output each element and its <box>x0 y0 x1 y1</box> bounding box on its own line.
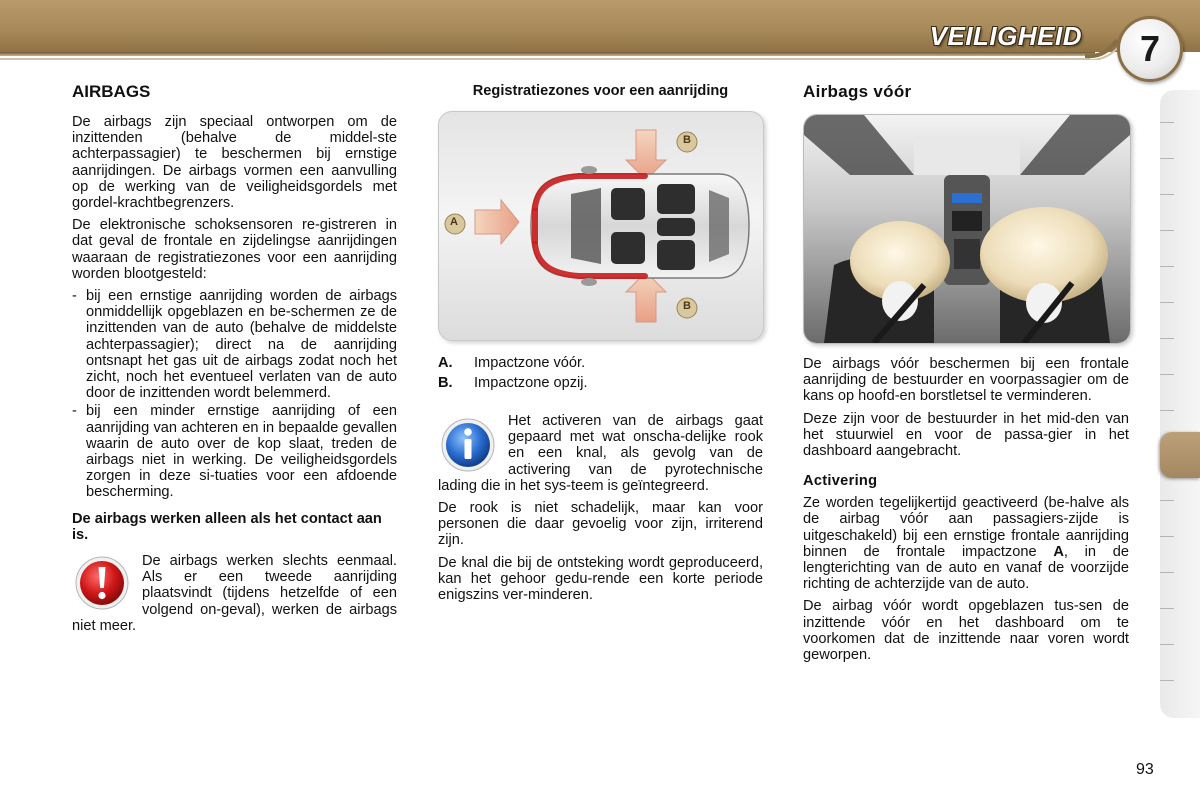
info-block <box>438 413 763 494</box>
activation-paragraph <box>803 495 1129 592</box>
chapter-tab-divider <box>1160 338 1174 339</box>
zone-label-b-bottom: B <box>683 300 691 312</box>
impact-list <box>72 288 397 501</box>
inflation-paragraph: De airbag vóór wordt opgeblazen tus-sen de inzittende vóór en het dashboard om te voorkomen dat de inzittende naar voren wordt geworpen. <box>803 598 1129 664</box>
figure-legend <box>438 353 763 393</box>
figure-title: Registratiezones voor een aanrijding <box>472 83 729 99</box>
legend-text: Impactzone vóór. <box>474 355 586 371</box>
location-paragraph: Deze zijn voor de bestuurder in het mid-den van het stuurwiel en voor de passa-gier in het dashboard aangebracht. <box>803 410 1129 460</box>
header-rule-thin <box>0 58 1090 60</box>
zone-label-b-top: B <box>683 134 691 146</box>
legend-text: Impactzone opzij. <box>474 375 588 391</box>
impact-zones-diagram <box>438 111 764 341</box>
zone-a-reference: A <box>1053 543 1064 560</box>
warning-block <box>72 553 397 634</box>
chapter-tab-active[interactable] <box>1160 432 1200 478</box>
smoke-paragraph: De rook is niet schadelijk, maar kan voor personen die daar gevoelig voor zijn, irriterend zijn. <box>438 500 763 549</box>
chapter-tab-divider <box>1160 500 1174 501</box>
front-airbags-heading: Airbags vóór <box>803 82 912 101</box>
zone-label-a: A <box>450 216 458 228</box>
info-icon <box>440 417 496 473</box>
list-item: - bij een minder ernstige aanrijding of een aanrijding van achteren en in bepaalde gevallen waarin de auto over de kop slaat, treden de airbags niet in werking. De veiligheidsgordels zorgen in deze si-tuaties voor een afdoende bescherming. <box>72 403 397 501</box>
list-item: - bij een ernstige aanrijding worden de airbags onmiddellijk opgeblazen en be-schermen ze de inzittenden van de auto (behalve de middelste achterpassagier); direct na de aanrijding ontsnapt het gas uit de airbags zodat noch het zicht, noch het eventueel verlaten van de auto door de inzittenden wordt belemmerd. <box>72 288 397 402</box>
bang-paragraph: De knal die bij de ontsteking wordt geproduceerd, kan het gehoor gedu-rende een korte periode enigszins ver-minderen. <box>438 554 763 604</box>
chapter-tab-divider <box>1160 410 1174 411</box>
chapter-tab-strip <box>1160 90 1200 718</box>
impact-zones-illustration <box>439 112 763 340</box>
legend-key: A. <box>438 355 453 371</box>
activering-heading: Activering <box>803 473 878 490</box>
chapter-tab-divider <box>1160 302 1174 303</box>
chapter-tab-divider <box>1160 230 1174 231</box>
front-airbags-photo <box>803 114 1131 344</box>
legend-key: B. <box>438 375 453 391</box>
column-middle <box>438 80 763 609</box>
info-text: Het activeren van de airbags gaat gepaard met wat onscha-delijke rook en een knal, als gevolg van de activering van de pyrotechnische lading die in het sys-teem is geïntegreerd. <box>438 413 763 494</box>
section-title: VEILIGHEID <box>929 21 1082 51</box>
list-item-text: bij een minder ernstige aanrijding of een aanrijding van achteren en in bepaalde gevallen waarin de auto over de kop slaat, treden de airbags niet in werking. De veiligheidsgordels zorgen in deze si-tuaties voor een afdoende bescherming. <box>86 403 397 501</box>
chapter-tab-divider <box>1160 122 1174 123</box>
exclamation-warning-icon <box>74 555 130 611</box>
column-right <box>803 80 1129 669</box>
activation-text-end: , in de lengterichting van de auto en vanaf de voorzijde richting de achterzijde van de auto. <box>803 543 1129 593</box>
chapter-tab-divider <box>1160 608 1174 609</box>
chapter-tab-divider <box>1160 644 1174 645</box>
front-airbags-paragraph: De airbags vóór beschermen bij een frontale aanrijding de bestuurder en voorpassagier om de kans op hoofd-en borstletsel te verminderen. <box>803 356 1129 405</box>
legend-row <box>438 373 763 393</box>
header-rule <box>0 52 1095 56</box>
sensors-paragraph: De elektronische schoksensoren re-gistreren in dat geval de frontale en zijdelingse aanrijdingen waaraan de registratiezones voor een aanrijding worden blootgesteld: <box>72 217 397 282</box>
activation-text-start: Ze worden tegelijkertijd geactiveerd (be-halve als de airbag vóór aan passagiers-zijde is uitgeschakeld) bij een ernstige frontale aanrijding binnen de frontale impactzone <box>803 495 1129 560</box>
chapter-number-badge <box>1117 16 1183 82</box>
warning-text: De airbags werken slechts eenmaal. Als er een tweede aanrijding plaatsvindt (tijdens hetzelfde of een volgend on-geval), werken de airbags niet meer. <box>72 553 397 634</box>
legend-row <box>438 353 763 373</box>
chapter-tab-divider <box>1160 536 1174 537</box>
chapter-tab-divider <box>1160 266 1174 267</box>
deployed-airbags-illustration <box>804 115 1130 343</box>
chapter-number: 7 <box>1139 28 1161 69</box>
chapter-tab-divider <box>1160 374 1174 375</box>
contact-note: De airbags werken alleen als het contact aan is. <box>72 510 382 543</box>
list-item-text: bij een ernstige aanrijding worden de airbags onmiddellijk opgeblazen en be-schermen ze de inzittenden van de auto (behalve de middelste achterpassagier); direct na de aanrijding ontsnapt het gas uit de airbags zodat noch het zicht, noch het eventueel verlaten van de auto door de inzittenden wordt belemmerd. <box>86 288 397 402</box>
chapter-tab-divider <box>1160 572 1174 573</box>
airbags-heading: AIRBAGS <box>72 82 151 101</box>
column-left <box>72 80 397 640</box>
intro-paragraph: De airbags zijn speciaal ontworpen om de inzittenden (behalve de middel-ste achterpassagier) te beschermen bij ernstige aanrijdingen. De airbags vormen een aanvulling op de werking van de veiligheidsgordels met gordel-krachtbegrenzers. <box>72 114 397 212</box>
chapter-tab-divider <box>1160 194 1174 195</box>
page-number: 93 <box>1136 761 1154 778</box>
chapter-tab-divider <box>1160 680 1174 681</box>
chapter-tab-divider <box>1160 158 1174 159</box>
